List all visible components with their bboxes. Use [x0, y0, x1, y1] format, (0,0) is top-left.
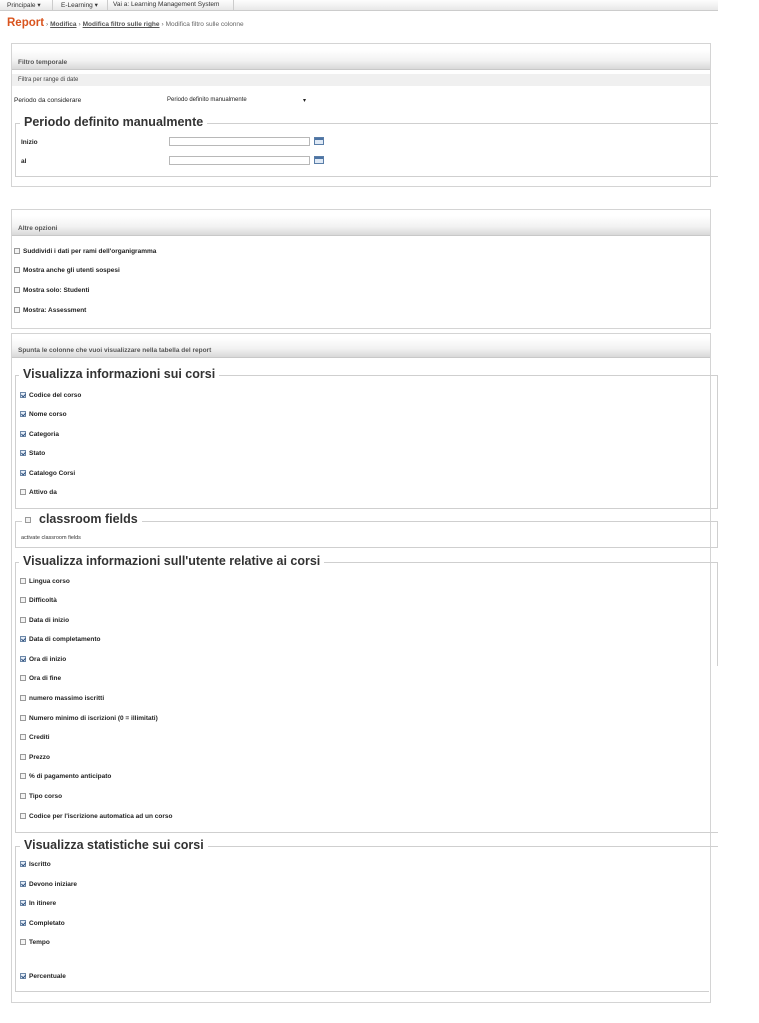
- column-label: Difficoltà: [29, 597, 57, 604]
- inizio-label: Inizio: [21, 139, 38, 146]
- fieldset-border: [717, 562, 718, 666]
- checkbox[interactable]: [20, 900, 26, 906]
- calendar-icon[interactable]: [314, 156, 324, 164]
- chevron-down-icon: ▾: [302, 98, 306, 104]
- column-label: Devono iniziare: [29, 881, 78, 888]
- checkbox[interactable]: [14, 287, 20, 293]
- column-label: Tempo: [29, 939, 50, 946]
- utente-legend: Visualizza informazioni sull'utente relative ai corsi: [19, 554, 324, 568]
- fieldset-border: [15, 123, 16, 176]
- al-date-input[interactable]: [169, 156, 310, 165]
- column-label: Ora di fine: [29, 675, 62, 682]
- column-label: Ora di inizio: [29, 656, 67, 663]
- inizio-date-input[interactable]: [169, 137, 310, 146]
- checkbox[interactable]: [20, 773, 26, 779]
- checkbox[interactable]: [20, 636, 26, 642]
- checkbox[interactable]: [20, 578, 26, 584]
- filtro-subheader: Filtra per range di date: [12, 74, 710, 86]
- column-label: Crediti: [29, 734, 50, 741]
- checkbox[interactable]: [20, 973, 26, 979]
- option-label: Suddividi i dati per rami dell'organigramma: [23, 248, 157, 255]
- checkbox[interactable]: [20, 734, 26, 740]
- column-label: Attivo da: [29, 489, 57, 496]
- classroom-text: activate classroom fields: [21, 535, 81, 541]
- checkbox[interactable]: [20, 450, 26, 456]
- breadcrumb-separator: ›: [78, 21, 81, 28]
- checkbox[interactable]: [20, 715, 26, 721]
- column-label: Nome corso: [29, 411, 67, 418]
- checkbox[interactable]: [14, 307, 20, 313]
- checkbox[interactable]: [20, 695, 26, 701]
- calendar-icon[interactable]: [314, 137, 324, 145]
- checkbox[interactable]: [20, 861, 26, 867]
- column-label: Lingua corso: [29, 578, 70, 585]
- checkbox[interactable]: [20, 939, 26, 945]
- column-label: numero massimo iscritti: [29, 695, 105, 702]
- periodo-legend: Periodo definito manualmente: [20, 115, 207, 129]
- altre-opzioni-header: Altre opzioni: [12, 216, 710, 236]
- checkbox[interactable]: [20, 470, 26, 476]
- menu-vai-a[interactable]: Vai a: Learning Management System: [113, 1, 220, 8]
- column-label: Data di completamento: [29, 636, 101, 643]
- periodo-label: Periodo da considerare: [14, 97, 82, 104]
- fieldset-border: [15, 547, 718, 548]
- checkbox[interactable]: [14, 267, 20, 273]
- fieldset-border: [15, 508, 718, 509]
- checkbox[interactable]: [20, 411, 26, 417]
- option-label: Mostra solo: Studenti: [23, 287, 90, 294]
- column-label: % di pagamento anticipato: [29, 773, 112, 780]
- fieldset-border: [15, 176, 718, 177]
- filtro-temporale-header: Filtro temporale: [12, 50, 710, 70]
- checkbox[interactable]: [20, 813, 26, 819]
- checkbox[interactable]: [20, 675, 26, 681]
- checkbox[interactable]: [20, 617, 26, 623]
- fieldset-border: [717, 521, 718, 548]
- column-label: Completato: [29, 920, 65, 927]
- periodo-select-value: Periodo definito manualmente: [167, 97, 247, 103]
- column-label: Categoria: [29, 431, 59, 438]
- nav-divider: [52, 0, 53, 10]
- fieldset-border: [15, 562, 16, 832]
- periodo-select[interactable]: [165, 96, 308, 105]
- column-label: Stato: [29, 450, 46, 457]
- breadcrumb-current: Modifica filtro sulle colonne: [165, 21, 244, 28]
- column-label: Percentuale: [29, 973, 66, 980]
- checkbox[interactable]: [20, 920, 26, 926]
- fieldset-border: [15, 832, 718, 833]
- breadcrumb-separator: ›: [161, 21, 164, 28]
- fieldset-border: [15, 521, 16, 548]
- column-label: Catalogo Corsi: [29, 470, 76, 477]
- breadcrumb-separator: ›: [46, 21, 49, 28]
- breadcrumb-link-modifica-righe[interactable]: Modifica filtro sulle righe: [82, 21, 160, 28]
- breadcrumb-link-modifica[interactable]: Modifica: [50, 21, 77, 28]
- column-label: Tipo corso: [29, 793, 63, 800]
- classroom-legend: classroom fields: [35, 512, 142, 526]
- menu-principale[interactable]: Principale ▾: [7, 2, 41, 9]
- colonne-header: Spunta le colonne che vuoi visualizzare nella tabella del report: [12, 338, 710, 358]
- al-label: al: [21, 158, 27, 165]
- fieldset-border: [15, 991, 709, 992]
- checkbox[interactable]: [20, 656, 26, 662]
- option-label: Mostra: Assessment: [23, 307, 87, 314]
- colonne-panel: [11, 333, 711, 1003]
- corsi-legend: Visualizza informazioni sui corsi: [19, 367, 219, 381]
- breadcrumb: [7, 17, 244, 29]
- column-label: Data di inizio: [29, 617, 70, 624]
- option-label: Mostra anche gli utenti sospesi: [23, 267, 120, 274]
- column-label: Prezzo: [29, 754, 50, 761]
- fieldset-border: [15, 375, 16, 509]
- nav-divider: [107, 0, 108, 10]
- fieldset-border: [15, 846, 16, 991]
- page-title: Report: [7, 17, 45, 29]
- checkbox[interactable]: [20, 881, 26, 887]
- checkbox[interactable]: [20, 754, 26, 760]
- menu-elearning[interactable]: E-Learning ▾: [61, 2, 98, 9]
- column-label: In itinere: [29, 900, 57, 907]
- column-label: Numero minimo di iscrizioni (0 = illimitati): [29, 715, 158, 722]
- fieldset-border: [717, 375, 718, 509]
- top-nav-bar: [0, 0, 718, 11]
- checkbox[interactable]: [20, 392, 26, 398]
- checkbox[interactable]: [20, 489, 26, 495]
- column-label: Codice del corso: [29, 392, 82, 399]
- nav-divider: [233, 0, 234, 10]
- checkbox[interactable]: [20, 597, 26, 603]
- checkbox[interactable]: [20, 793, 26, 799]
- column-label: Iscritto: [29, 861, 51, 868]
- column-label: Codice per l'iscrizione automatica ad un corso: [29, 813, 173, 820]
- statistiche-legend: Visualizza statistiche sui corsi: [20, 838, 208, 852]
- checkbox[interactable]: [20, 431, 26, 437]
- checkbox[interactable]: [14, 248, 20, 254]
- classroom-checkbox[interactable]: [25, 517, 31, 523]
